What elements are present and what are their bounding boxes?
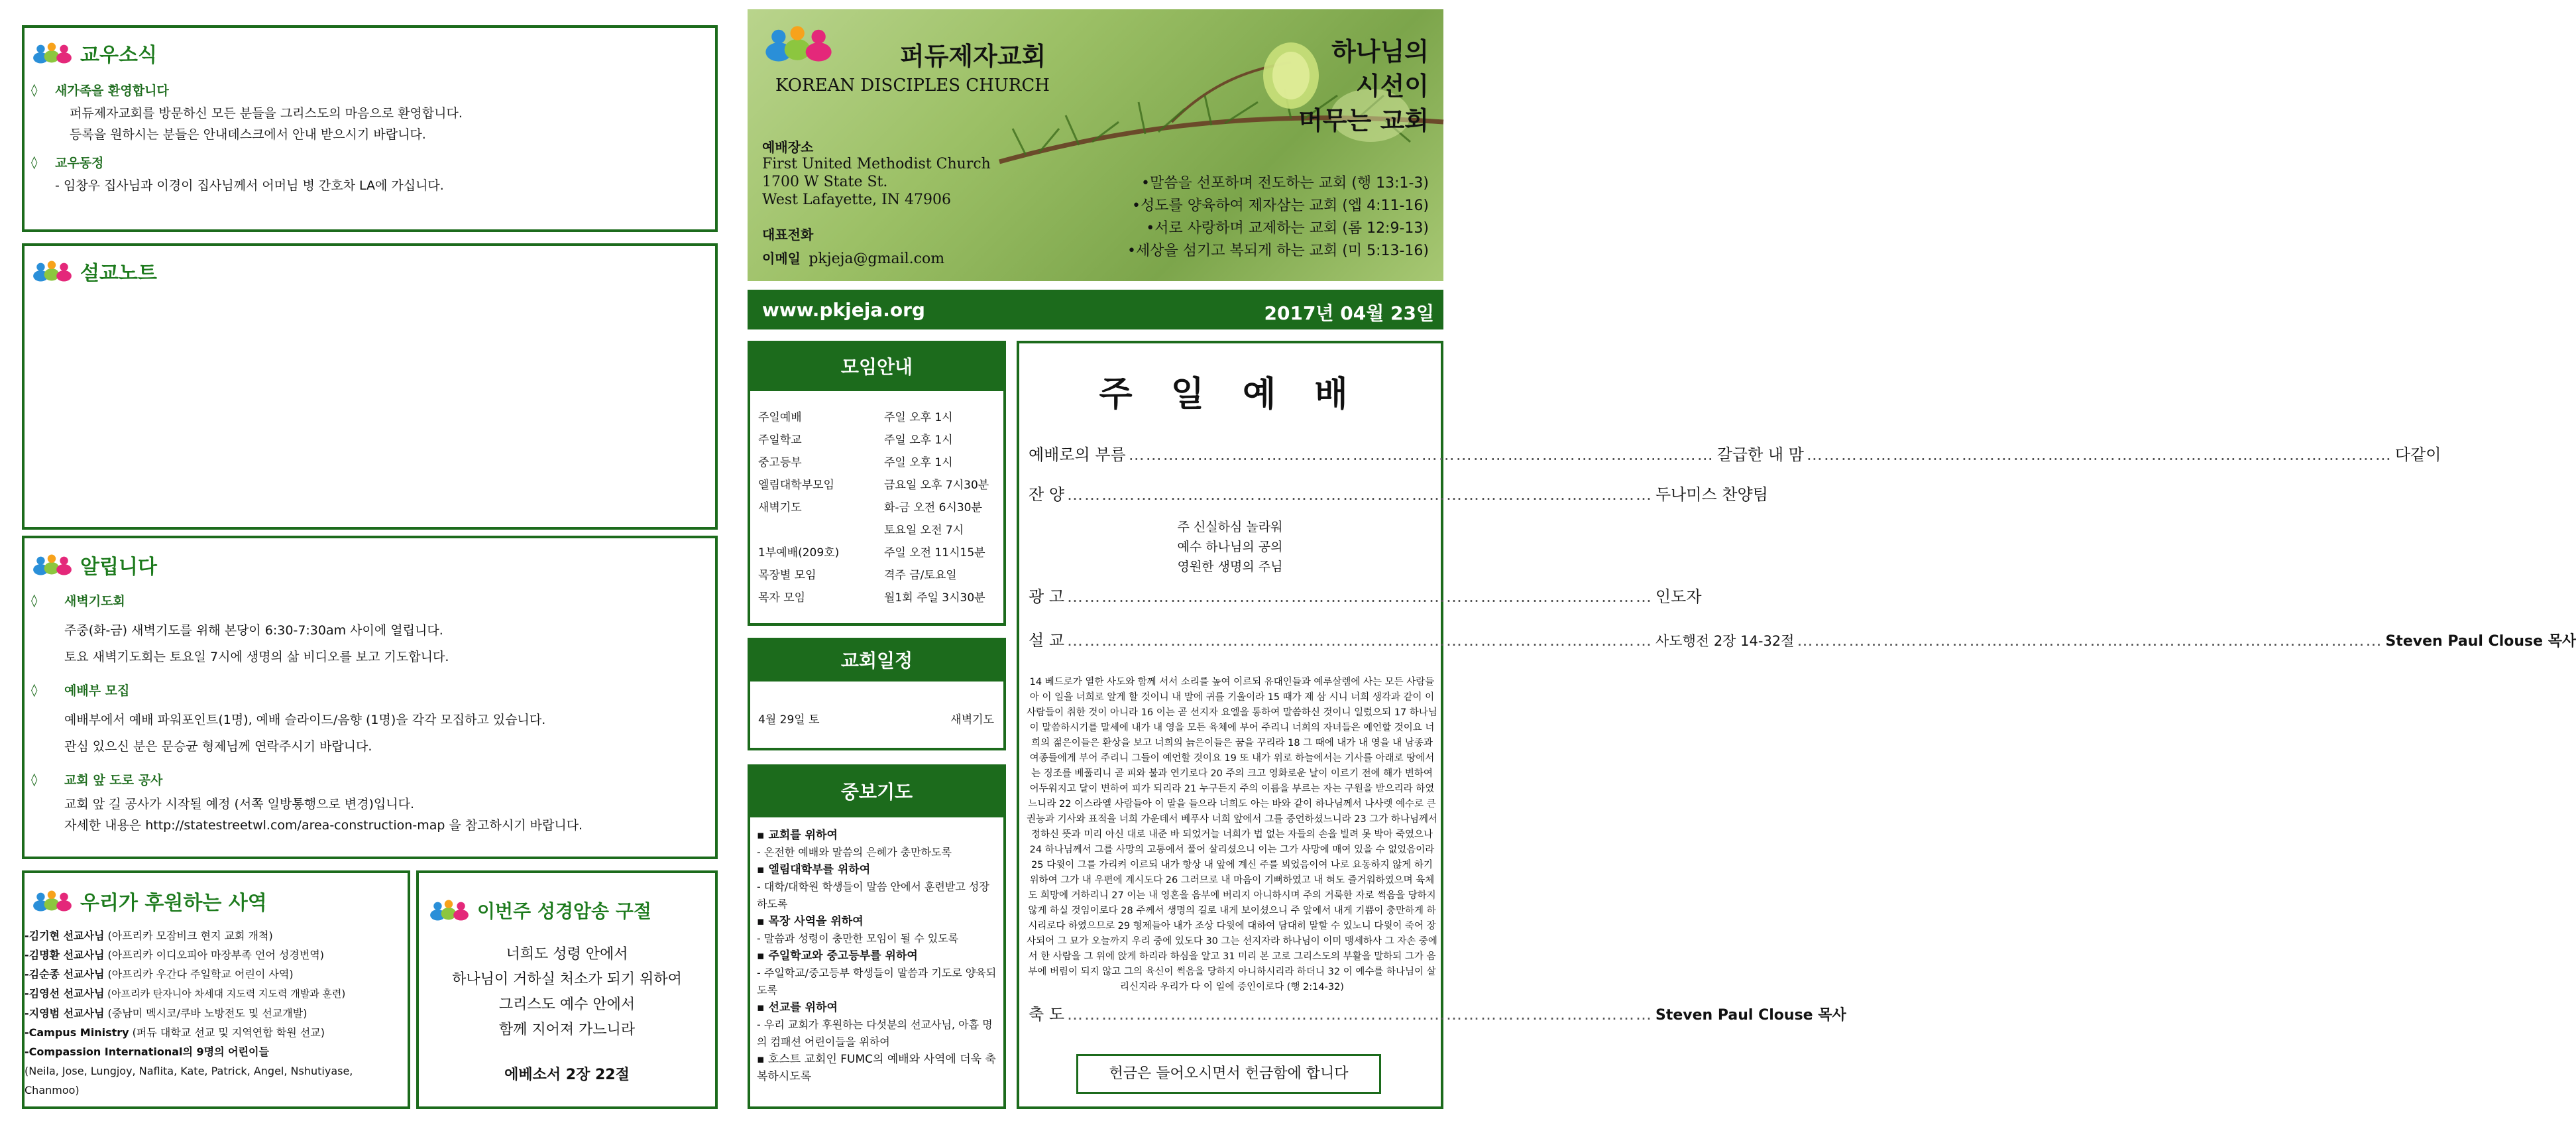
missions-title: 우리가 후원하는 사역 <box>80 892 267 915</box>
announcement-item-head: ◊ 교회 앞 도로 공사 <box>31 772 163 788</box>
announcement-line: 관심 있으신 분은 문승균 형제님께 연락주시기 바랍니다. <box>64 739 372 754</box>
memory-verse-title: 이번주 성경암송 구절 <box>477 900 651 922</box>
prayer-list: ▪ 교회를 위하여 - 온전한 예배와 말씀의 은혜가 충만하도록 ▪ 엘림대학부를 위하여 - 대학/대학원 학생들이 말씀 안에서 훈련받고 성장하도록 ▪ 목장 사역을 위하여 - 말씀과 성령이 충만한 모임이 될 수 있도록 ▪ 주일학교와 중고등부를 위하여 - 주일학교/중고등부 학생들이 말씀과 기도로 양육되도록 ▪ 선교를 위하여 - 우리 교회가 후원하는 다섯분의 선교사님, 아홉 명의 컴패션 어린이들을 위하여 ▪ 호스트 교회인 FUMC의 예배와 사역에 더욱 축복하시도록 <box>757 829 997 1083</box>
sermon-scripture: 14 베드로가 열한 사도와 함께 서서 소리를 높여 이르되 유대인들과 예루살렘에 사는 모든 사람들아 이 일을 너희로 알게 할 것이니 내 말에 귀를 기울이라 15 때가 제 삼 시니 너희 생각과 같이 이 사람들이 취한 것이 아니라 16 이는 곧 선지자 요엘을 통하여 말씀하신 것이니 일렀으되 17 하나님이 말씀하시기를 말세에 내가 내 영을 모든 육체에 부어 주리니 너희의 자녀들은 예언할 것이요 너희의 젊은이들은 환상을 보고 너희의 늙은이들은 꿈을 꾸리라 18 그 때에 내가 내 영을 내 남종과 여종들에게 부어 주리니 그들이 예언할 것이요 19 또 내가 위로 하늘에서는 기사를 아래로 땅에서는 징조를 베풀리니 곧 피와 불과 연기로다 20 주의 크고 영화로운 날이 이르기 전에 해가 변하여 어두워지고 달이 변하여 피가 되리라 21 누구든지 주의 이름을 부르는 자는 구원을 받으리라 하였느니라 22 이스라엘 사람들아 이 말을 들으라 너희도 아는 바와 같이 하나님께서 나사렛 예수로 큰 권능과 기사와 표적을 너희 가운데서 베푸사 너희 앞에서 그를 증언하셨느니라 23 그가 하나님께서 정하신 뜻과 미리 아신 대로 내준 바 되었거늘 너희가 법 없는 자들의 손을 빌려 못 박아 죽였으나 24 하나님께서 그를 사망의 고통에서 풀어 살리셨으니 이는 그가 사망에 매여 있을 수 없었음이라 25 다윗이 그를 가리켜 이르되 내가 항상 내 앞에 계신 주를 뵈었음이여 나로 요동하지 않게 하기 위하여 그가 내 우편에 계시도다 26 그러므로 내 마음이 기뻐하였고 내 혀도 즐거워하였으며 육체도 희망에 거하리니 27 이는 내 영혼을 음부에 버리지 아니하시며 주의 거룩한 자로 썩음을 당하지 않게 하실 것임이로다 28 주께서 생명의 길로 내게 보이셨으니 주 앞에서 내게 기쁨이 충만하게 하시리로다 하였으므로 29 형제들아 내가 조상 다윗에 대하여 담대히 말할 수 있노니 다윗이 죽어 장사되어 그 묘가 오늘까지 우리 중에 있도다 30 그는 선지자라 하나님이 이미 맹세하사 그 자손 중에서 한 사람을 그 위에 앉게 하리라 하심을 알고 31 미리 본 고로 그리스도의 부활을 말하되 그가 음부에 버림이 되지 않고 그의 육신이 썩음을 당하지 아니하시리라 하더니 32 이 예수를 하나님이 살리신지라 우리가 다 이 일에 증인이로다 (행 2:14-32) <box>1026 677 1438 992</box>
church-logo-icon <box>31 889 74 913</box>
diamond-icon: ◊ <box>31 82 38 97</box>
header-panel <box>748 9 1443 281</box>
mission-item: -김기현 선교사님 (아프리카 모잠비크 현지 교회 개척) <box>25 929 273 942</box>
meeting-row: 중고등부 주일 오후 1시 <box>758 455 953 469</box>
memory-verse-title-row <box>428 897 651 923</box>
website-date-band <box>748 290 1443 329</box>
meetings-box <box>748 341 1006 626</box>
meeting-row: 새벽기도 화-금 오전 6시30분 <box>758 501 982 514</box>
venue-address: First United Methodist Church 1700 W State St. West Lafayette, IN 47906 <box>762 156 991 208</box>
announcements-title: 알립니다 <box>80 556 157 579</box>
mission-statements: •말씀을 선포하며 전도하는 교회 (행 13:1-3) •성도를 양육하여 제자삼는 교회 (엡 4:11-16) •서로 사랑하며 교제하는 교회 (롬 12:9-13) •세상을 섬기고 복되게 하는 교회 (미 5:13-16) <box>1127 175 1429 259</box>
church-logo-icon <box>428 898 471 922</box>
meetings-title: 모임안내 <box>750 343 1003 391</box>
missions-box <box>22 870 410 1109</box>
diamond-icon: ◊ <box>31 682 38 697</box>
schedule-title: 교회일정 <box>750 640 1003 682</box>
prayer-box <box>748 764 1006 1109</box>
church-logo-icon <box>31 259 74 283</box>
announcements-title-row <box>31 550 157 579</box>
sermon-notes-title: 설교노트 <box>80 262 157 285</box>
order-sermon: 설 교 ………………………………………………………………………………………… 사도행전 2장 14-32절 ………………………………………………………………………………………… Steven Paul Clouse 목사 <box>1029 627 1437 650</box>
memory-verse-reference: 에베소서 2장 22절 <box>504 1067 630 1083</box>
order-announcements: 광 고 ………………………………………………………………………………………… 인도자 <box>1029 583 1437 607</box>
bulletin-date: 2017년 04월 23일 <box>1264 302 1434 324</box>
website-link[interactable]: www.pkjeja.org <box>762 299 925 321</box>
announcement-items <box>31 591 708 836</box>
announcement-line: 자세한 내용은 http://statestreetwl.com/area-construction-map 을 참고하시기 바랍니다. <box>64 818 583 833</box>
diamond-icon: ◊ <box>31 772 38 787</box>
news-item-head: ◊ 새가족을 환영합니다 <box>31 82 169 98</box>
church-name-ko: 퍼듀제자교회 <box>900 42 1046 71</box>
news-box <box>22 25 718 232</box>
meeting-row: 목장별 모임 격주 금/토요일 <box>758 568 957 582</box>
meeting-row: 주일예배 주일 오후 1시 <box>758 410 953 424</box>
announcement-item-head: ◊ 새벽기도회 <box>31 593 125 609</box>
church-logo-icon <box>31 41 74 65</box>
announcement-line: 주중(화-금) 새벽기도를 위해 본당이 6:30-7:30am 사이에 열립니다. <box>64 623 443 638</box>
worship-order-box <box>1017 341 2576 1109</box>
phone-label: 대표전화 <box>762 227 814 243</box>
church-name-en: KOREAN DISCIPLES CHURCH <box>775 76 1050 95</box>
venue-label: 예배장소 <box>762 139 814 155</box>
news-line: 등록을 원하시는 분들은 안내데스크에서 안내 받으시기 바랍니다. <box>70 127 426 142</box>
slogan: 하나님의 시선이 머무는 교회 <box>1298 37 1429 135</box>
prayer-title: 중보기도 <box>750 767 1003 817</box>
email-row: 이메일 pkjeja@gmail.com <box>762 251 945 267</box>
news-title: 교우소식 <box>80 44 157 67</box>
meeting-row: 엘림대학부모임 금요일 오후 7시30분 <box>758 478 989 492</box>
meeting-row: 주일학교 주일 오후 1시 <box>758 433 953 447</box>
sermon-notes-box <box>22 243 718 530</box>
mission-item: -Campus Ministry (퍼듀 대학교 선교 및 지역연합 학원 선교) <box>25 1026 325 1039</box>
mission-item: -김순종 선교사님 (아프리카 우간다 주일학교 어린이 사역) <box>25 968 294 980</box>
schedule-row: 4월 29일 토 새벽기도 <box>758 713 994 727</box>
sermon-notes-title-row <box>31 257 157 286</box>
missions-list <box>25 926 405 1100</box>
announcements-box <box>22 536 718 859</box>
order-benediction: 축 도 ………………………………………………………………………………………… Steven Paul Clouse 목사 <box>1029 1001 1437 1024</box>
announcement-line: 예배부에서 예배 파워포인트(1명), 예배 슬라이드/음향 (1명)을 각각 모집하고 있습니다. <box>64 713 546 727</box>
email-address: pkjeja@gmail.com <box>809 251 945 267</box>
meeting-row: 1부예배(209호) 주일 오전 11시15분 <box>758 546 985 560</box>
missions-title-row <box>31 886 267 916</box>
mission-item: -김명환 선교사님 (아프리카 이디오피아 마장부족 언어 성경번역) <box>25 949 324 961</box>
offering-note: 헌금은 들어오시면서 헌금함에 합니다 <box>1076 1054 1381 1094</box>
meeting-row: 토요일 오전 7시 <box>884 523 964 537</box>
church-logo-icon <box>762 23 835 65</box>
meeting-row: 목자 모임 월1회 주일 3시30분 <box>758 591 985 605</box>
schedule-box <box>748 638 1006 750</box>
announcement-line: 교회 앞 길 공사가 시작될 예정 (서쪽 일방통행으로 변경)입니다. <box>64 797 415 811</box>
memory-verse-text: 너희도 성령 안에서 하나님이 거하실 처소가 되기 위하여 그리스도 예수 안에서 함께 지어져 가느니라 에베소서 2장 22절 <box>419 942 715 1088</box>
mission-item: -Compassion International의 9명의 어린이들 <box>25 1045 269 1058</box>
meetings-list <box>758 404 999 607</box>
mission-item: -지영범 선교사님 (중남미 멕시코/쿠바 노방전도 및 선교개발) <box>25 1007 308 1020</box>
news-item-head: ◊ 교우동정 <box>31 154 104 170</box>
diamond-icon: ◊ <box>31 593 38 608</box>
news-line: 퍼듀제자교회를 방문하신 모든 분들을 그리스도의 마음으로 환영합니다. <box>70 106 463 121</box>
order-praise: 잔 양 ………………………………………………………………………………………… 두나미스 찬양팀 <box>1029 481 1437 504</box>
memory-verse-box <box>416 870 718 1109</box>
news-line: - 임창우 집사님과 이경이 집사님께서 어머님 병 간호차 LA에 가십니다. <box>55 178 444 193</box>
praise-songs: 주 신실하심 놀라워 예수 하나님의 공의 영원한 생명의 주님 <box>1177 520 1283 574</box>
worship-title: 주 일 예 배 <box>1099 375 1361 414</box>
order-call-to-worship: 예배로의 부름 ………………………………………………………………………………………… 갈급한 내 맘 ………………………………………………………………………………………… 다같이 <box>1029 442 1437 465</box>
mission-children: (Neila, Jose, Lungjoy, Naflita, Kate, Patrick, Angel, Nshutiyase, Chanmoo) <box>25 1065 353 1097</box>
announcement-line: 토요 새벽기도회는 토요일 7시에 생명의 삶 비디오를 보고 기도합니다. <box>64 650 449 664</box>
church-logo-icon <box>31 553 74 577</box>
announcement-item-head: ◊ 예배부 모집 <box>31 682 130 698</box>
news-items <box>31 81 708 196</box>
news-title-row <box>31 38 157 68</box>
mission-item: -김영선 선교사님 (아프리카 탄자니아 차세대 지도력 지도력 개발과 훈련) <box>25 987 346 1000</box>
diamond-icon: ◊ <box>31 154 38 170</box>
